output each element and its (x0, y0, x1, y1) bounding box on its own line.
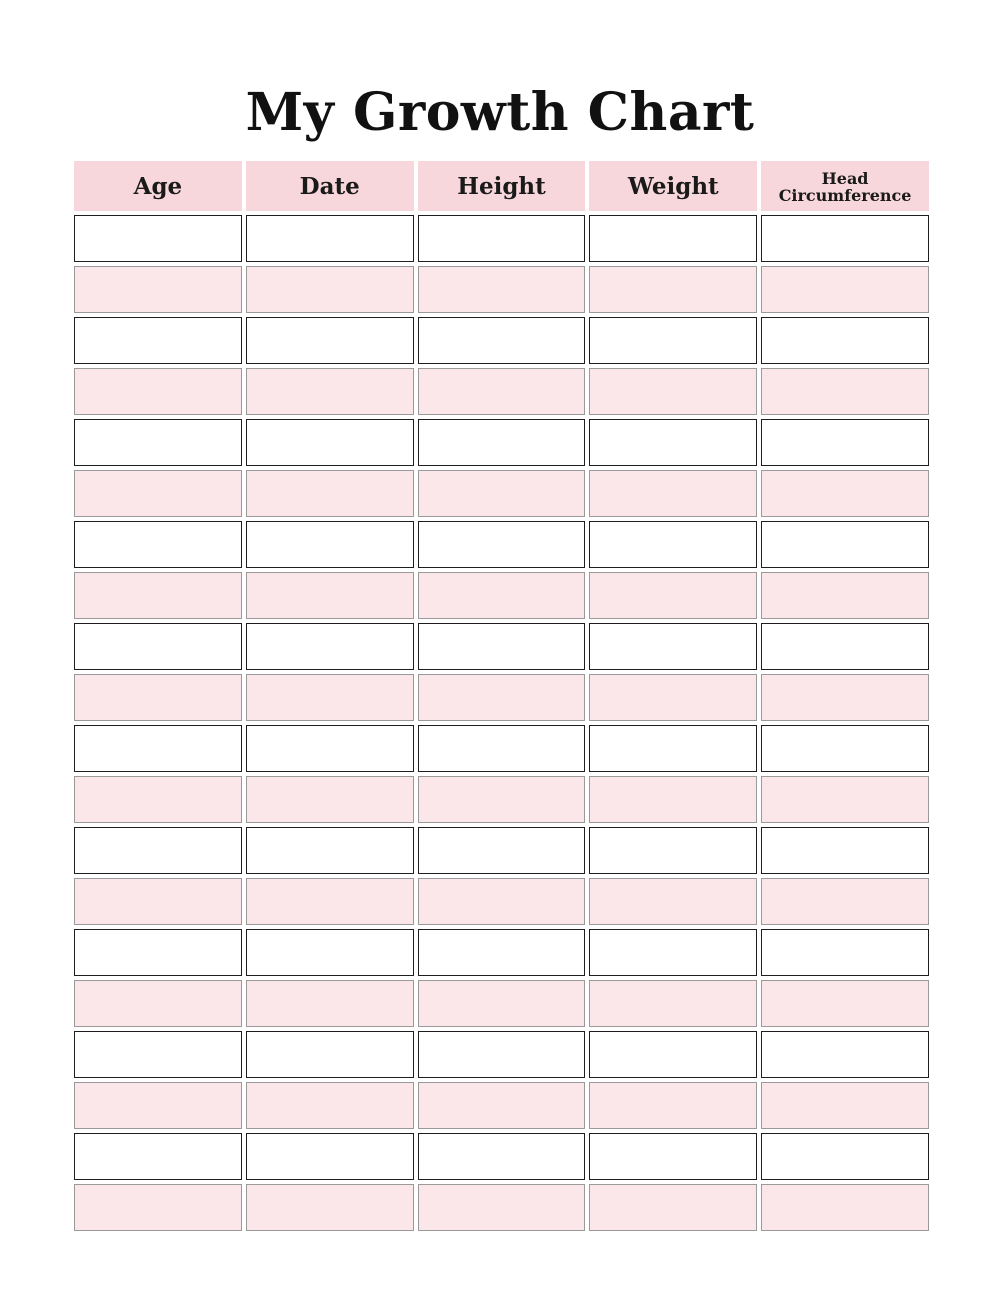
cell-height[interactable] (418, 521, 586, 568)
cell-height[interactable] (418, 368, 586, 415)
growth-table (74, 161, 929, 1235)
cell-height[interactable] (418, 776, 586, 823)
table-row (74, 827, 929, 874)
cell-age[interactable] (74, 1133, 242, 1180)
cell-weight[interactable] (589, 776, 757, 823)
cell-height[interactable] (418, 1184, 586, 1231)
table-row (74, 674, 929, 721)
table-row (74, 980, 929, 1027)
cell-height[interactable] (418, 266, 586, 313)
cell-weight[interactable] (589, 1133, 757, 1180)
cell-weight[interactable] (589, 266, 757, 313)
cell-age[interactable] (74, 317, 242, 364)
cell-head-circumference[interactable] (761, 470, 929, 517)
cell-date[interactable] (246, 725, 414, 772)
cell-head-circumference[interactable] (761, 266, 929, 313)
cell-head-circumference[interactable] (761, 674, 929, 721)
cell-height[interactable] (418, 1031, 586, 1078)
table-header-row (74, 161, 929, 211)
cell-height[interactable] (418, 929, 586, 976)
cell-date[interactable] (246, 1082, 414, 1129)
table-row (74, 1133, 929, 1180)
cell-age[interactable] (74, 827, 242, 874)
cell-weight[interactable] (589, 215, 757, 262)
cell-weight[interactable] (589, 572, 757, 619)
table-row (74, 725, 929, 772)
table-row (74, 776, 929, 823)
cell-age[interactable] (74, 521, 242, 568)
cell-age[interactable] (74, 215, 242, 262)
cell-date[interactable] (246, 419, 414, 466)
cell-height[interactable] (418, 674, 586, 721)
cell-head-circumference[interactable] (761, 1031, 929, 1078)
cell-head-circumference[interactable] (761, 929, 929, 976)
cell-age[interactable] (74, 1031, 242, 1078)
cell-height[interactable] (418, 725, 586, 772)
cell-weight[interactable] (589, 623, 757, 670)
cell-head-circumference[interactable] (761, 572, 929, 619)
cell-date[interactable] (246, 1133, 414, 1180)
cell-head-circumference[interactable] (761, 521, 929, 568)
cell-age[interactable] (74, 980, 242, 1027)
table-row (74, 623, 929, 670)
cell-head-circumference[interactable] (761, 725, 929, 772)
cell-date[interactable] (246, 521, 414, 568)
column-header-date: Date (246, 161, 414, 211)
cell-age[interactable] (74, 929, 242, 976)
cell-age[interactable] (74, 419, 242, 466)
cell-height[interactable] (418, 215, 586, 262)
table-row (74, 878, 929, 925)
cell-age[interactable] (74, 572, 242, 619)
table-row (74, 521, 929, 568)
table-row (74, 1031, 929, 1078)
cell-height[interactable] (418, 1133, 586, 1180)
cell-age[interactable] (74, 623, 242, 670)
cell-height[interactable] (418, 623, 586, 670)
cell-head-circumference[interactable] (761, 980, 929, 1027)
cell-weight[interactable] (589, 1184, 757, 1231)
table-row (74, 215, 929, 262)
cell-height[interactable] (418, 470, 586, 517)
cell-date[interactable] (246, 878, 414, 925)
cell-weight[interactable] (589, 317, 757, 364)
cell-head-circumference[interactable] (761, 1082, 929, 1129)
table-row (74, 1082, 929, 1129)
table-row (74, 572, 929, 619)
cell-head-circumference[interactable] (761, 878, 929, 925)
cell-weight[interactable] (589, 725, 757, 772)
cell-height[interactable] (418, 878, 586, 925)
cell-date[interactable] (246, 215, 414, 262)
cell-weight[interactable] (589, 827, 757, 874)
table-row (74, 929, 929, 976)
table-row (74, 470, 929, 517)
table-row (74, 419, 929, 466)
cell-head-circumference[interactable] (761, 623, 929, 670)
cell-date[interactable] (246, 266, 414, 313)
cell-date[interactable] (246, 980, 414, 1027)
cell-age[interactable] (74, 878, 242, 925)
cell-age[interactable] (74, 776, 242, 823)
column-header-head-circumference: Head Circumference (761, 161, 929, 211)
table-row (74, 317, 929, 364)
table-body (74, 215, 929, 1231)
cell-weight[interactable] (589, 470, 757, 517)
cell-height[interactable] (418, 572, 586, 619)
cell-head-circumference[interactable] (761, 776, 929, 823)
column-header-age: Age (74, 161, 242, 211)
cell-height[interactable] (418, 419, 586, 466)
cell-age[interactable] (74, 1184, 242, 1231)
cell-weight[interactable] (589, 878, 757, 925)
cell-date[interactable] (246, 623, 414, 670)
cell-weight[interactable] (589, 980, 757, 1027)
cell-weight[interactable] (589, 929, 757, 976)
cell-date[interactable] (246, 827, 414, 874)
cell-date[interactable] (246, 929, 414, 976)
cell-weight[interactable] (589, 368, 757, 415)
cell-height[interactable] (418, 980, 586, 1027)
cell-age[interactable] (74, 1082, 242, 1129)
cell-head-circumference[interactable] (761, 419, 929, 466)
cell-height[interactable] (418, 1082, 586, 1129)
cell-date[interactable] (246, 1031, 414, 1078)
cell-date[interactable] (246, 674, 414, 721)
cell-weight[interactable] (589, 419, 757, 466)
cell-weight[interactable] (589, 674, 757, 721)
cell-date[interactable] (246, 572, 414, 619)
column-header-height: Height (418, 161, 586, 211)
cell-weight[interactable] (589, 1031, 757, 1078)
column-header-weight: Weight (589, 161, 757, 211)
cell-head-circumference[interactable] (761, 368, 929, 415)
cell-weight[interactable] (589, 1082, 757, 1129)
cell-age[interactable] (74, 266, 242, 313)
cell-date[interactable] (246, 776, 414, 823)
cell-head-circumference[interactable] (761, 215, 929, 262)
page-title: My Growth Chart (245, 82, 755, 143)
cell-age[interactable] (74, 674, 242, 721)
cell-head-circumference[interactable] (761, 317, 929, 364)
cell-date[interactable] (246, 368, 414, 415)
cell-head-circumference[interactable] (761, 1184, 929, 1231)
cell-age[interactable] (74, 725, 242, 772)
cell-date[interactable] (246, 470, 414, 517)
cell-date[interactable] (246, 1184, 414, 1231)
table-row (74, 1184, 929, 1231)
cell-weight[interactable] (589, 521, 757, 568)
table-row (74, 368, 929, 415)
cell-age[interactable] (74, 368, 242, 415)
cell-head-circumference[interactable] (761, 1133, 929, 1180)
table-row (74, 266, 929, 313)
cell-height[interactable] (418, 317, 586, 364)
cell-age[interactable] (74, 470, 242, 517)
cell-date[interactable] (246, 317, 414, 364)
cell-height[interactable] (418, 827, 586, 874)
cell-head-circumference[interactable] (761, 827, 929, 874)
